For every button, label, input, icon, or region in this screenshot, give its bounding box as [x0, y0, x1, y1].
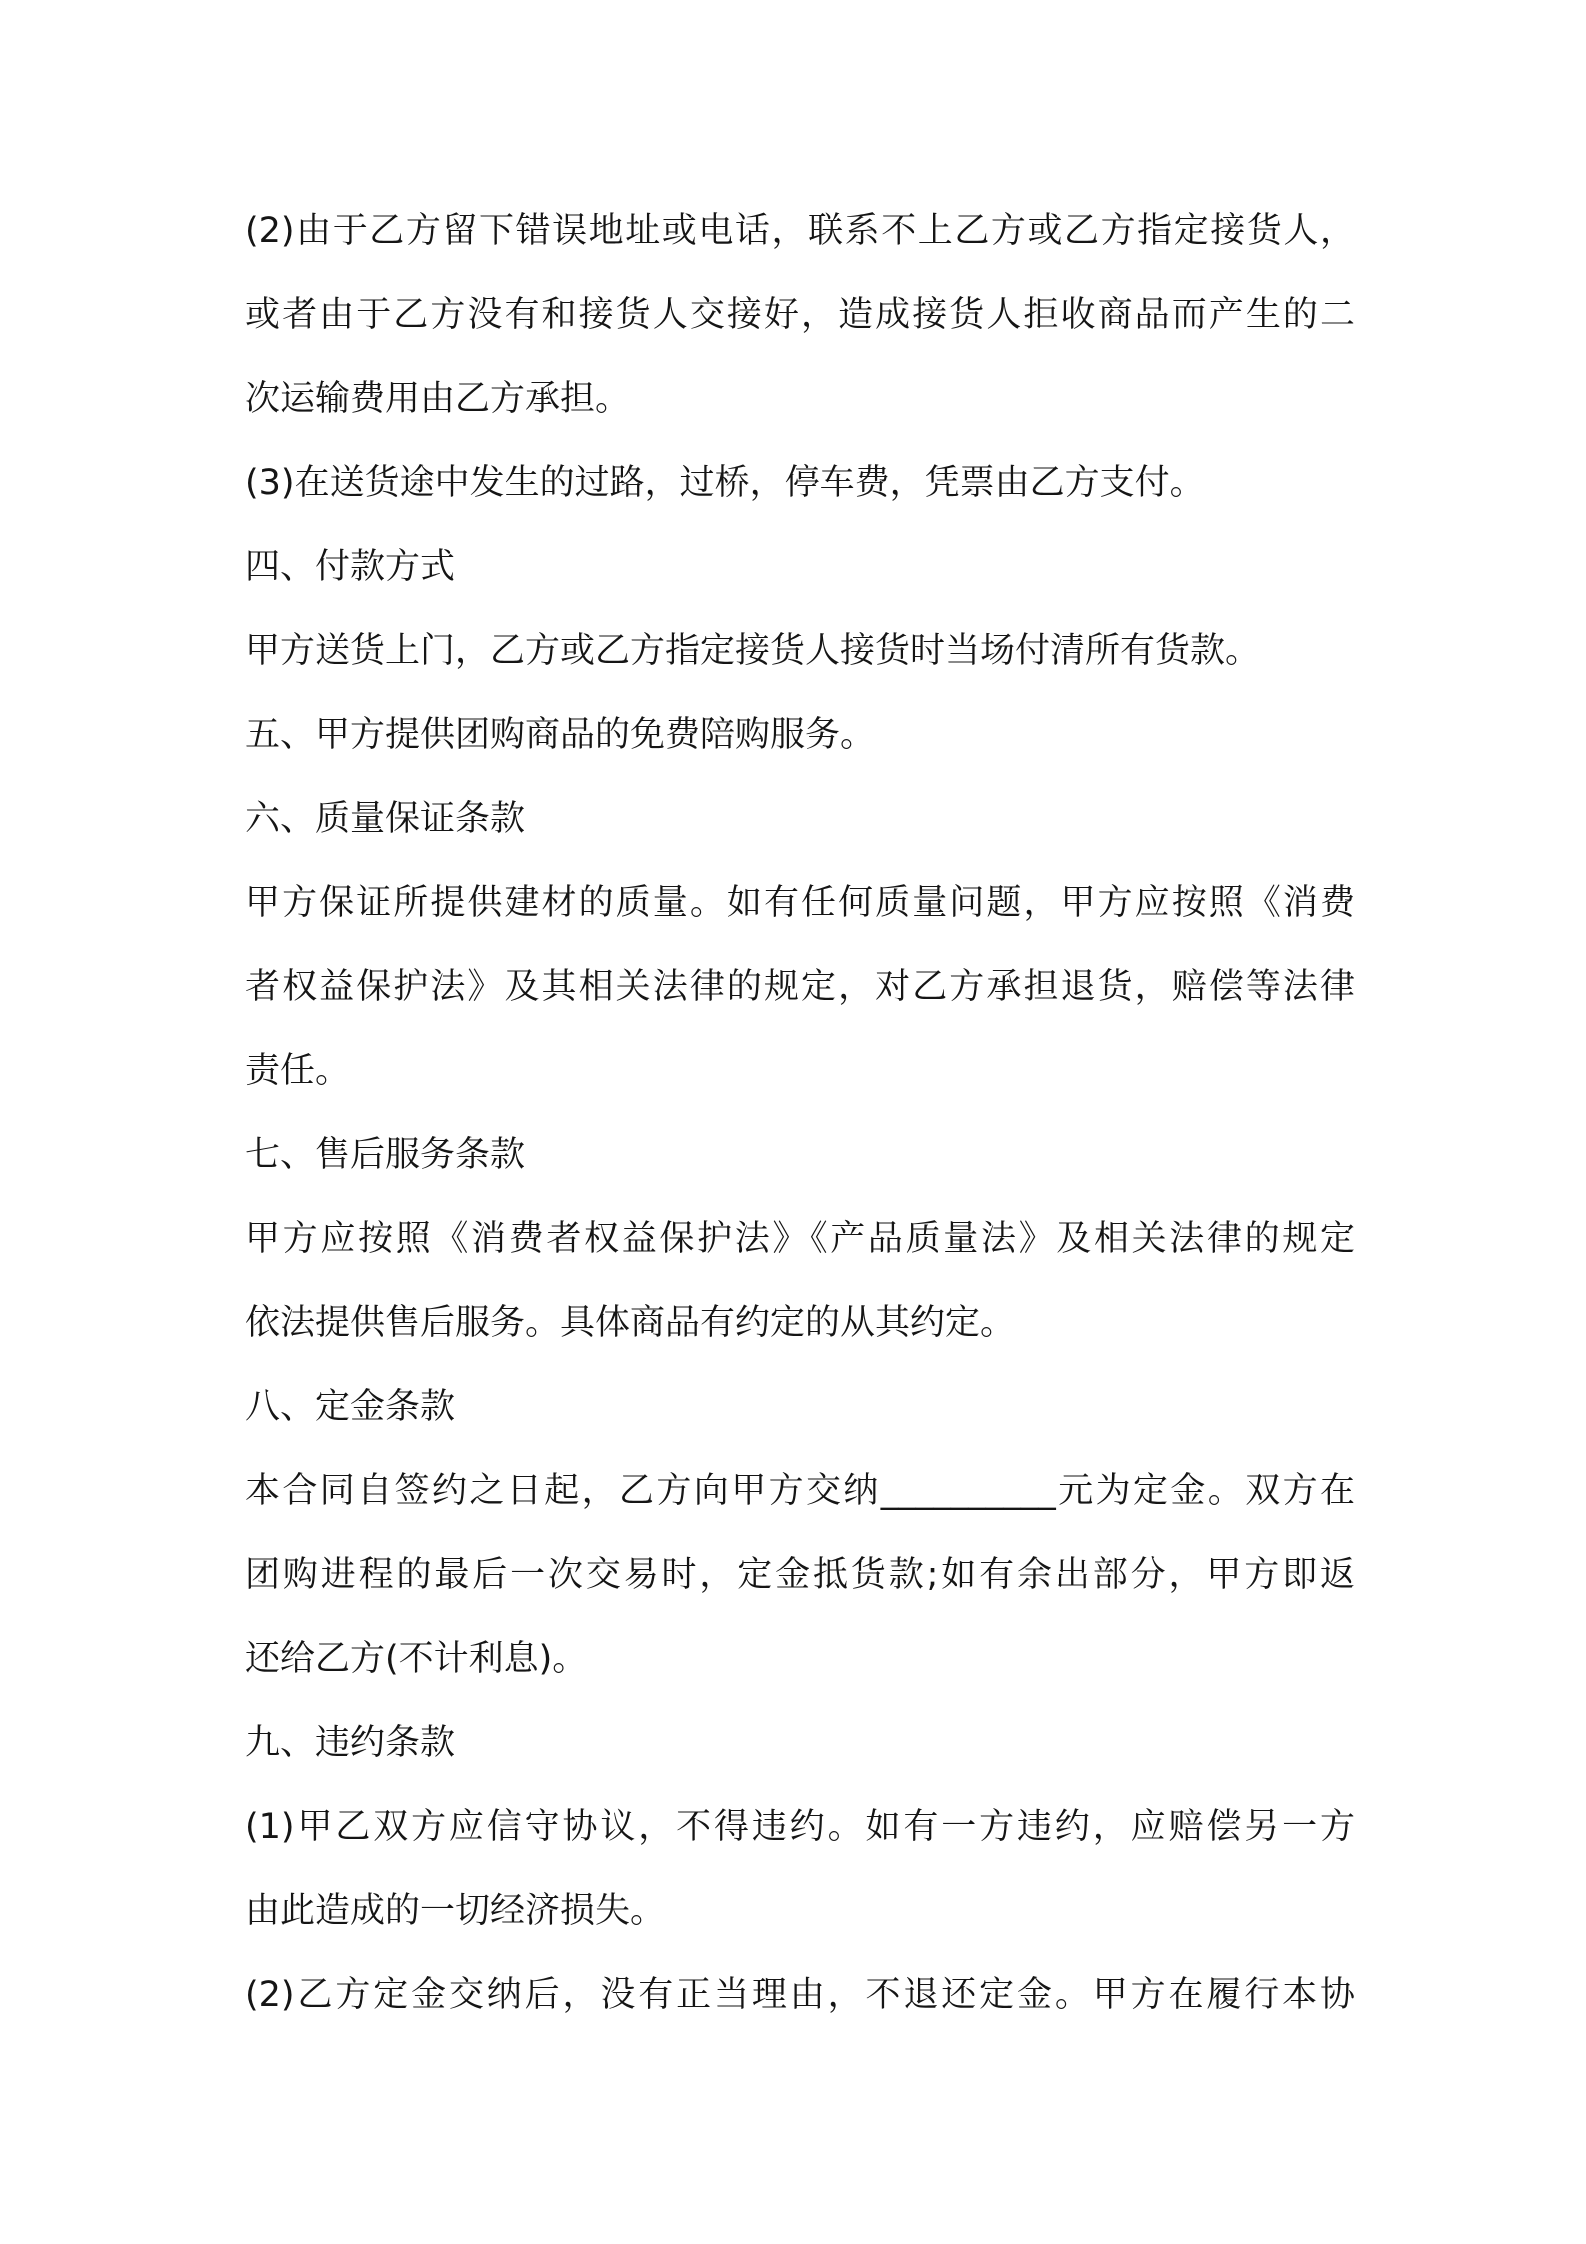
text-line: 或者由于乙方没有和接货人交接好，造成接货人拒收商品而产生的二: [245, 295, 1355, 335]
section-heading: 九、违约条款: [245, 1723, 456, 1763]
section-heading: 七、售后服务条款: [245, 1135, 526, 1175]
section-heading: 四、付款方式: [245, 547, 456, 587]
section-heading: 八、定金条款: [245, 1387, 456, 1427]
text-line: 者权益保护法》及其相关法律的规定，对乙方承担退货，赔偿等法律: [245, 967, 1355, 1007]
text-line: 责任。: [245, 1051, 351, 1091]
document-body: [245, 189, 1355, 2037]
text-line: 甲方应按照《消费者权益保护法》《产品质量法》及相关法律的规定: [245, 1219, 1355, 1259]
text-line: 团购进程的最后一次交易时，定金抵货款;如有余出部分，甲方即返: [245, 1555, 1355, 1595]
section-heading: 六、质量保证条款: [245, 799, 526, 839]
text-line: 甲方保证所提供建材的质量。如有任何质量问题，甲方应按照《消费: [245, 883, 1355, 923]
text-line: 次运输费用由乙方承担。: [245, 379, 631, 419]
text-line: (3)在送货途中发生的过路，过桥，停车费，凭票由乙方支付。: [245, 463, 1205, 503]
text-line: 还给乙方(不计利息)。: [245, 1639, 588, 1679]
text-line: 由此造成的一切经济损失。: [245, 1891, 666, 1931]
text-line: (1)甲乙双方应信守协议，不得违约。如有一方违约，应赔偿另一方: [245, 1807, 1355, 1847]
text-line: 本合同自签约之日起，乙方向甲方交纳__________元为定金。双方在: [245, 1471, 1355, 1511]
text-line: (2)乙方定金交纳后，没有正当理由，不退还定金。甲方在履行本协: [245, 1975, 1355, 2015]
text-line: 甲方送货上门，乙方或乙方指定接货人接货时当场付清所有货款。: [245, 631, 1261, 671]
text-line: (2)由于乙方留下错误地址或电话，联系不上乙方或乙方指定接货人，: [245, 211, 1355, 251]
text-line: 依法提供售后服务。具体商品有约定的从其约定。: [245, 1303, 1016, 1343]
section-heading: 五、甲方提供团购商品的免费陪购服务。: [245, 715, 876, 755]
